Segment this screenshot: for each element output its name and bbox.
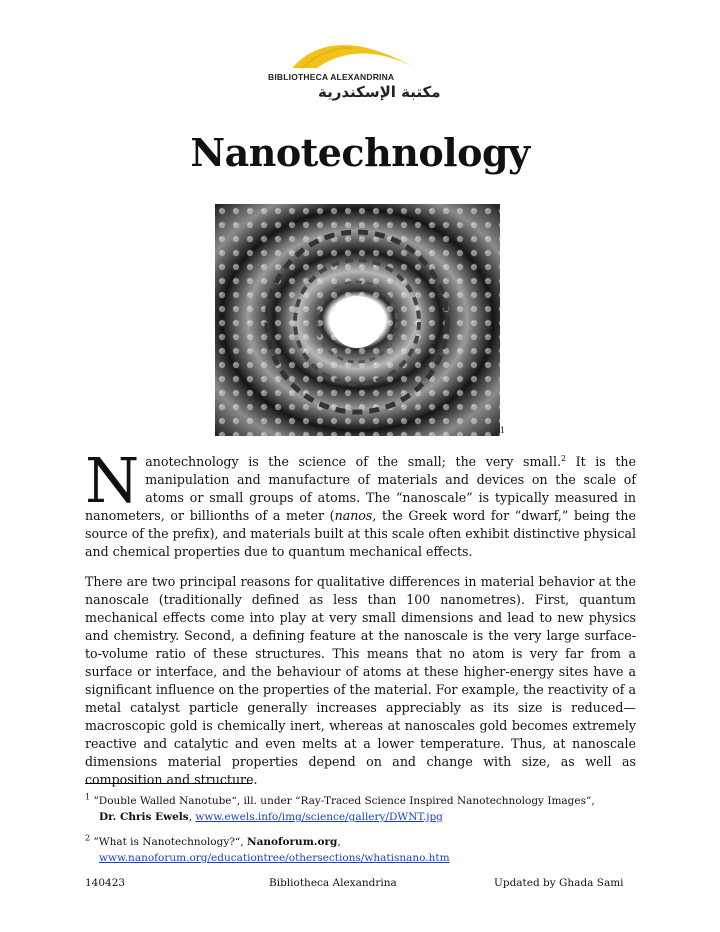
logo-text-english: BIBLIOTHECA ALEXANDRINA: [268, 72, 395, 82]
footer-organization: Bibliotheca Alexandrina: [269, 877, 397, 889]
logo-text-arabic: مكتبة الإسكندرية: [318, 83, 441, 101]
page-title: Nanotechnology: [190, 130, 530, 175]
footnote-2-link[interactable]: www.nanoforum.org/educationtree/othersections/whatisnano.htm: [99, 852, 450, 864]
footnote-1-link[interactable]: www.ewels.info/img/science/gallery/DWNT.jpg: [195, 811, 443, 823]
footer-date-code: 140423: [85, 877, 126, 889]
intro-paragraph: Nanotechnology is the science of the small; the very small.$^2$ It is the manipulation and manufacture of materials and devices on the scale of atoms or small groups of atoms. The “nanoscale” is typically measured in nanometers, or billionths of a meter (nanos, the Greek word for “dwarf,” being the source of the prefix), and materials built at this scale often exhibit distinctive physical and chemical properties due to quantum mechanical effects.: [85, 444, 636, 559]
footnote-divider: [85, 783, 252, 784]
footer-updated-by: Updated by Ghada Sami: [494, 877, 624, 889]
nanotube-image: [215, 204, 500, 436]
footnote-1: $^1$ ”Double Walled Nanotube“, ill. under “Ray-Traced Science Inspired Nanotechnology Images”, Dr. Chris Ewels, www.ewels.info/img/science/gallery/DWNT.jpg: [85, 792, 595, 823]
body-paragraph: There are two principal reasons for qualitative differences in material behavior at the nanoscale (traditionally defined as less than 100 nanometres). First, quantum mechanical effects come into play at very small dimensions and lead to new physics and chemistry. Second, a defining feature at the nanoscale is the very large surface-to-volume ratio of these structures. This means that no atom is very far from a surface or interface, and the behaviour of atoms at these higher-energy sites have a significant influence on the properties of the material. For example, the reactivity of a metal catalyst particle generally increases appreciably as its size is reduced—macroscopic gold is chemically inert, whereas at nanoscales gold becomes extremely reactive and catalytic and even melts at a lower temperature. Thus, at nanoscale dimensions material properties depend on and change with size, as well as composition and structure.: [85, 574, 636, 787]
image-footnote-mark: 1: [500, 426, 506, 435]
footnote-ref-2[interactable]: 2: [560, 453, 567, 463]
drop-cap: N: [85, 444, 140, 517]
footnote-2: $^2$ ”What is Nanotechnology?“, Nanoforum.org, www.nanoforum.org/educationtree/othersections/whatisnano.htm: [85, 833, 450, 864]
